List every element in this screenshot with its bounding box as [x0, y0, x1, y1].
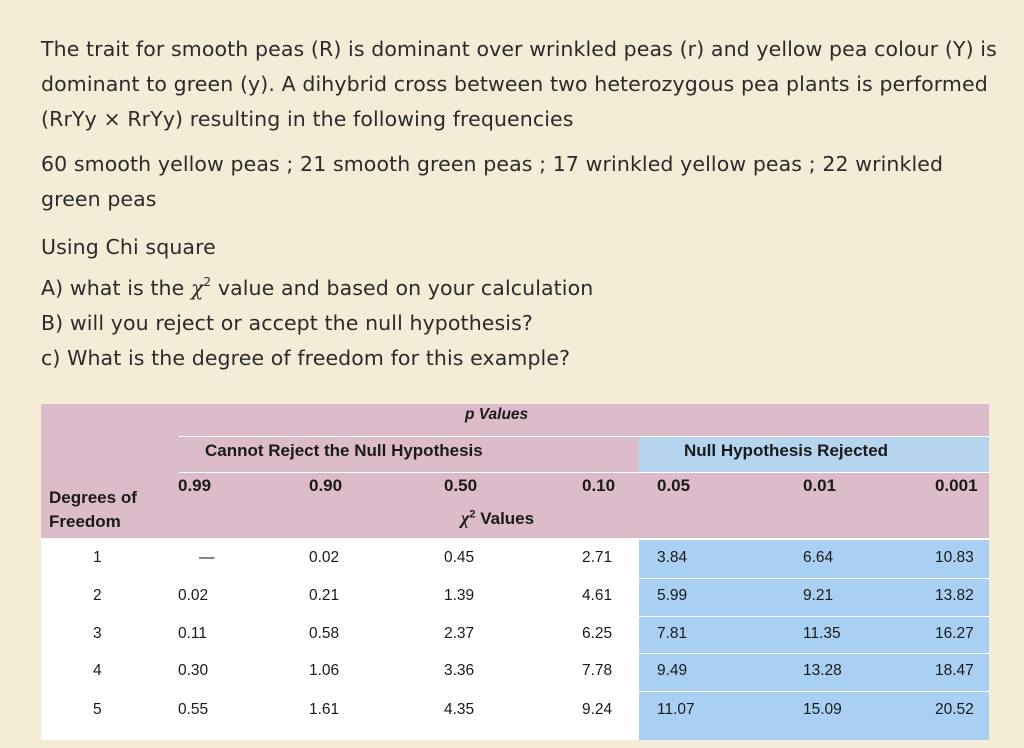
table-cell: 4.35 [444, 701, 475, 718]
table-cell: 16.27 [935, 625, 974, 642]
df-cell: 1 [93, 549, 102, 566]
table-cell: 18.47 [935, 662, 974, 679]
table-cell: 9.21 [803, 587, 834, 604]
table-cell: 0.55 [178, 701, 209, 718]
table-cell: 1.61 [309, 701, 340, 718]
table-cell: 6.64 [803, 549, 834, 566]
p-header-4: 0.10 [582, 476, 616, 495]
question-parts [41, 230, 1001, 376]
table-cell: 7.81 [657, 625, 688, 642]
p-header-7: 0.001 [935, 476, 978, 495]
table-cell: 2.71 [582, 549, 613, 566]
df-label-line2: Freedom [49, 512, 121, 531]
p-header-2: 0.90 [309, 476, 343, 495]
df-label-line1: Degrees of [49, 488, 137, 507]
chi-square-table [41, 404, 989, 740]
table-cell: 6.25 [582, 625, 613, 642]
chi-values-symbol: χ [461, 508, 470, 528]
p-header-5: 0.05 [657, 476, 691, 495]
table-cell: 1.06 [309, 662, 340, 679]
part-a-after: value and based on your calculation [211, 276, 594, 300]
cannot-reject-label: Cannot Reject the Null Hypothesis [205, 441, 483, 460]
p-header-3: 0.50 [444, 476, 478, 495]
table-cell: 0.21 [309, 587, 340, 604]
table-cell: 10.83 [935, 549, 974, 566]
chi-superscript: 2 [203, 275, 212, 289]
table-cell: 4.61 [582, 587, 613, 604]
p-header-6: 0.01 [803, 476, 837, 495]
part-b: B) will you reject or accept the null hypothesis? [41, 311, 533, 335]
row-divider [41, 653, 989, 654]
table-cell: 3.36 [444, 662, 475, 679]
part-a [41, 265, 1001, 306]
table-cell: 9.49 [657, 662, 688, 679]
table-cell: 0.58 [309, 625, 340, 642]
df-cell: 3 [93, 625, 102, 642]
table-cell: 3.84 [657, 549, 688, 566]
table-cell: 5.99 [657, 587, 688, 604]
question-frequencies: 60 smooth yellow peas ; 21 smooth green peas ; 17 wrinkled yellow peas ; 22 wrinkled green peas [41, 152, 944, 211]
part-a-before: A) what is the [41, 276, 191, 300]
row-divider [41, 616, 989, 617]
p-values-label: p Values [465, 406, 529, 423]
table-cell: 11.35 [803, 625, 841, 642]
header-divider-1 [179, 436, 989, 437]
table-cell: 2.37 [444, 625, 475, 642]
rejected-label: Null Hypothesis Rejected [684, 441, 889, 460]
df-cell: 5 [93, 701, 102, 718]
table-cell: 0.45 [444, 549, 475, 566]
chi-values-sup: 2 [469, 508, 476, 521]
table-cell: 7.78 [582, 662, 613, 679]
df-cell: 2 [93, 587, 102, 604]
table-cell: — [199, 549, 215, 566]
chi-values-label [461, 508, 534, 529]
table-cell: 0.11 [178, 625, 208, 642]
table-cell: 0.02 [309, 549, 340, 566]
table-cell: 9.24 [582, 701, 613, 718]
table-cell: 0.02 [178, 587, 209, 604]
header-divider-2 [179, 472, 989, 473]
table-cell: 11.07 [657, 701, 695, 718]
table-cell: 13.82 [935, 587, 974, 604]
table-cell: 0.30 [178, 662, 209, 679]
df-cell: 4 [93, 662, 102, 679]
table-cell: 20.52 [935, 701, 974, 718]
p-header-1: 0.99 [178, 476, 212, 495]
table-cell: 13.28 [803, 662, 842, 679]
part-c: c) What is the degree of freedom for this example? [41, 346, 571, 370]
chi-values-text: Values [475, 509, 535, 528]
using-chi-square: Using Chi square [41, 235, 216, 259]
question-intro: The trait for smooth peas (R) is dominant over wrinkled peas (r) and yellow pea colour (Y) is dominant to green (y). A dihybrid cross between two heterozygous pea plants is performed (RrYy × RrYy) resulting in the following frequencies [41, 37, 997, 131]
table-cell: 1.39 [444, 587, 475, 604]
chi-symbol: χ [190, 276, 204, 300]
row-divider [41, 578, 989, 579]
table-cell: 15.09 [803, 701, 842, 718]
row-divider [41, 691, 989, 692]
